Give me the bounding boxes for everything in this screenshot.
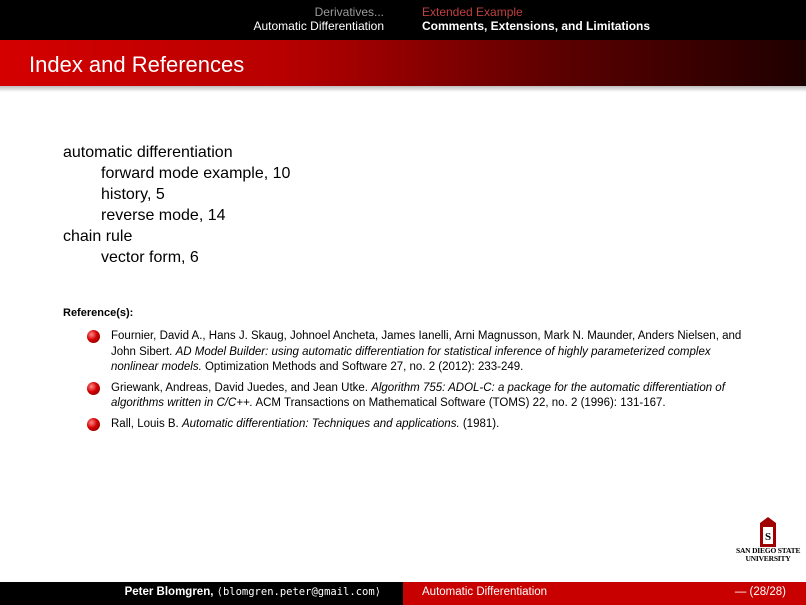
reference-source: Optimization Methods and Software 27, no. 2 (2012): 233-249. <box>204 361 524 373</box>
nav-subsection-comments[interactable]: Comments, Extensions, and Limitations <box>422 19 651 33</box>
index-list <box>63 142 290 268</box>
footer-email[interactable]: ⟨blomgren.peter@gmail.com⟩ <box>216 586 381 598</box>
nav-left-section <box>0 0 403 40</box>
reference-item <box>87 329 747 376</box>
frame-title-bar <box>0 40 806 86</box>
top-navigation-bar <box>0 0 806 40</box>
title-shadow <box>0 86 806 92</box>
index-subentry[interactable]: vector form, 6 <box>101 249 199 266</box>
nav-section-derivatives[interactable]: Derivatives... <box>314 5 384 19</box>
reference-authors: Griewank, Andreas, David Juedes, and Jean Utke. <box>111 381 368 394</box>
bullet-icon <box>87 418 100 431</box>
reference-item <box>87 417 747 433</box>
index-subentry[interactable]: forward mode example, 10 <box>101 165 291 182</box>
frame-title: Index and References <box>29 52 245 77</box>
index-term: automatic differentiation <box>63 144 233 161</box>
bullet-icon <box>87 382 100 395</box>
logo-line-2: UNIVERSITY <box>745 554 791 563</box>
footer-author: Peter Blomgren, <box>124 586 214 598</box>
sdsu-tower-icon <box>758 517 778 547</box>
footer-page-number: — (28/28) <box>734 586 786 598</box>
reference-title: Automatic differentiation: Techniques and applications. <box>181 417 460 430</box>
svg-text:S: S <box>764 531 772 543</box>
bullet-icon <box>87 330 100 343</box>
index-subentry[interactable]: reverse mode, 14 <box>101 207 226 224</box>
reference-authors: Fournier, David A., Hans J. Skaug, Johnoel Ancheta, James Ianelli, Arni Magnusson, Mark N. Maunder, Anders Nielsen, and John Sibert. <box>111 330 742 358</box>
footer-title-section <box>403 582 806 605</box>
reference-authors: Rall, Louis B. <box>111 417 179 430</box>
footer-bar <box>0 582 806 605</box>
references-list <box>87 329 747 437</box>
reference-item <box>87 381 747 412</box>
footer-title: Automatic Differentiation <box>422 586 548 598</box>
reference-title: Algorithm 755: ADOL-C: a package for the automatic differentiation of algorithms written in C/C++. <box>111 381 725 409</box>
nav-section-automatic-differentiation[interactable]: Automatic Differentiation <box>253 19 384 33</box>
index-term: chain rule <box>63 228 133 245</box>
reference-source: (1981). <box>462 417 500 430</box>
index-subentry[interactable]: history, 5 <box>101 186 165 203</box>
references-heading: Reference(s): <box>63 307 134 319</box>
nav-right-section <box>403 0 806 40</box>
university-logo <box>736 517 800 567</box>
footer-author-section <box>0 582 403 605</box>
logo-line-1: SAN DIEGO STATE <box>736 546 801 555</box>
nav-subsection-extended-example[interactable]: Extended Example <box>422 5 523 19</box>
reference-title: AD Model Builder: using automatic differentiation for statistical inference of highly parameterized complex nonlinear models. <box>111 345 711 373</box>
reference-source: ACM Transactions on Mathematical Software (TOMS) 22, no. 2 (1996): 131-167. <box>255 397 666 409</box>
